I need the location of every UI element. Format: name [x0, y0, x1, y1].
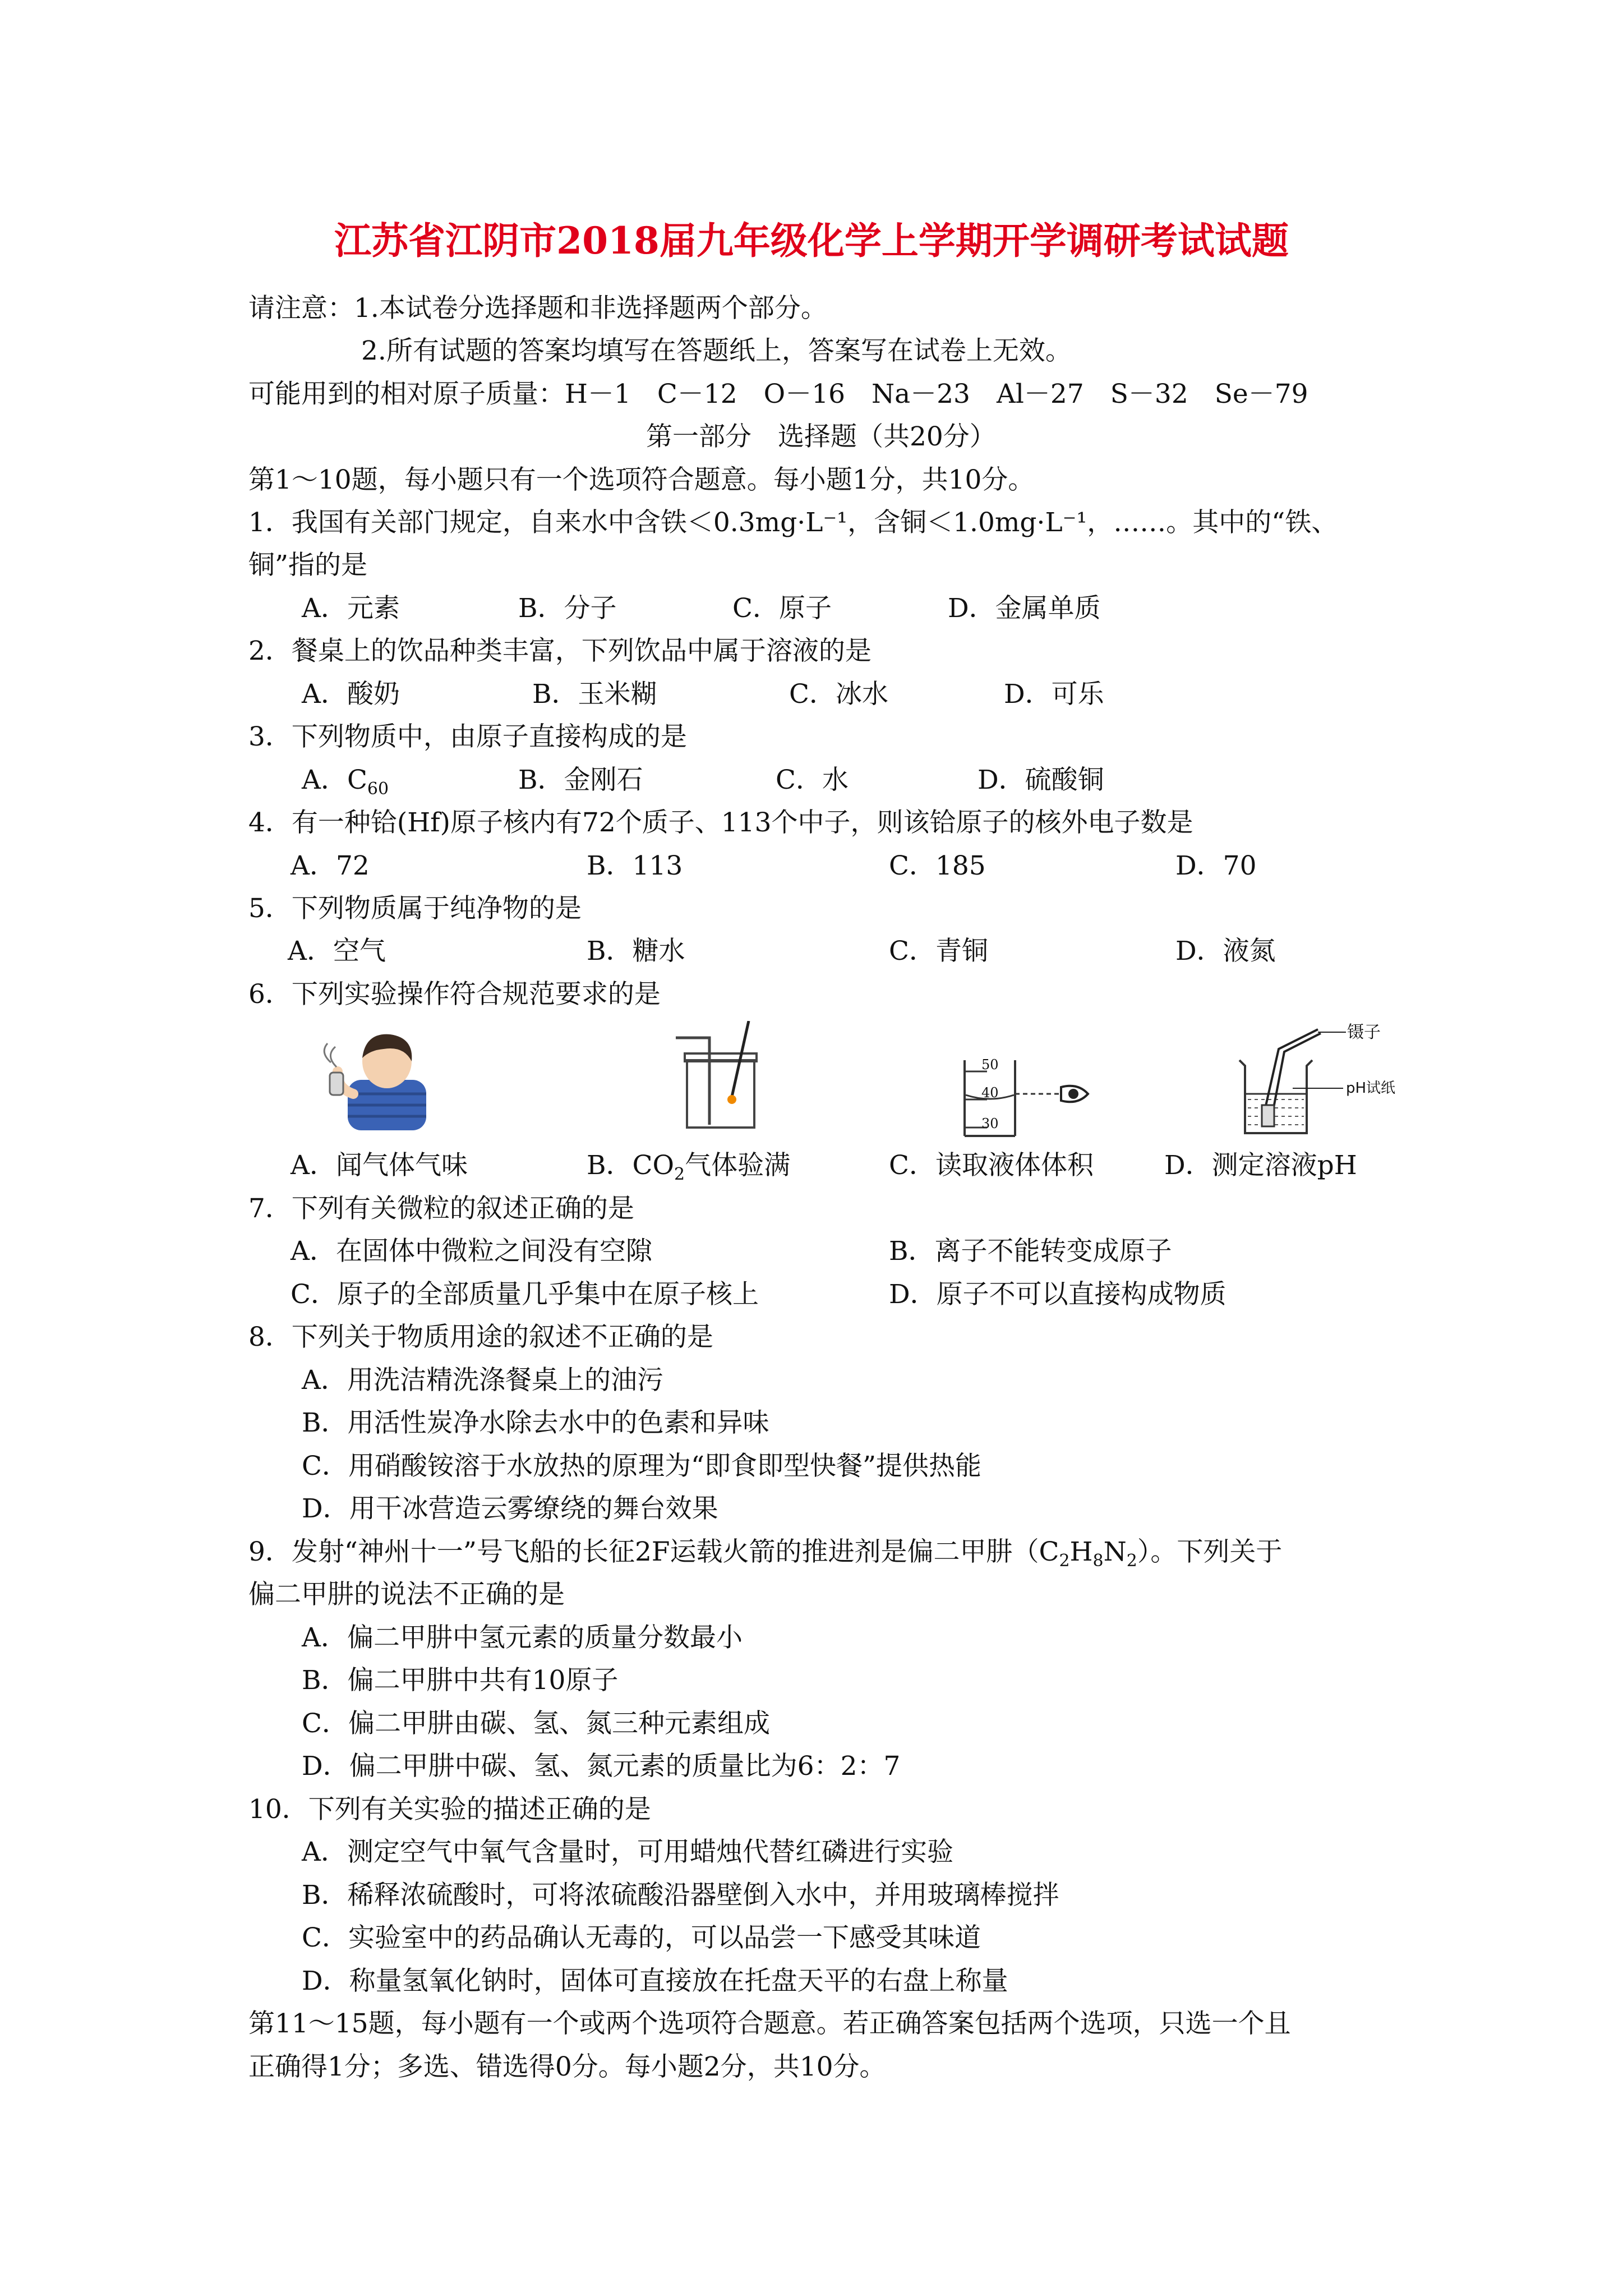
ph-paper-label: pH试纸 [1346, 1080, 1396, 1097]
q3-option-c: C．水 [776, 765, 849, 795]
q2-option-a: A．酸奶 [302, 679, 400, 710]
q9-stem-line1: 9．发射“神州十一”号飞船的长征2F运载火箭的推进剂是偏二甲肼$(C_2H_8N_2)$。下列关于 [248, 1536, 1283, 1571]
q2-option-d: D．可乐 [1004, 679, 1104, 710]
q10-option-c: C．实验室中的药品确认无毒的，可以品尝一下感受其味道 [302, 1922, 981, 1953]
q10-stem: 10．下列有关实验的描述正确的是 [248, 1794, 651, 1825]
section2-instructions-line2: 正确得1分；多选、错选得0分。每小题2分，共10分。 [248, 2051, 886, 2082]
q10-option-b: B．稀释浓硫酸时，可将浓硫酸沿器壁倒入水中，并用玻璃棒搅拌 [302, 1880, 1059, 1911]
q3-stem: 3．下列物质中，由原子直接构成的是 [248, 721, 687, 752]
q7-option-a: A．在固体中微粒之间没有空隙 [291, 1236, 652, 1267]
notice-line-2: 2.所有试题的答案均填写在答题纸上，答案写在试卷上无效。 [361, 335, 1072, 366]
q6-option-d: D．测定溶液pH [1164, 1150, 1357, 1181]
q5-option-d: D．液氮 [1175, 936, 1276, 967]
q8-stem: 8．下列关于物质用途的叙述不正确的是 [248, 1322, 713, 1352]
q8-option-b: B．用活性炭净水除去水中的色素和异味 [302, 1407, 769, 1438]
q10-option-a: A．测定空气中氧气含量时，可用蜡烛代替红磷进行实验 [302, 1837, 953, 1867]
q9-option-c: C．偏二甲肼由碳、氢、氮三种元素组成 [302, 1708, 770, 1739]
q7-stem: 7．下列有关微粒的叙述正确的是 [248, 1193, 634, 1224]
q9-option-a: A．偏二甲肼中氢元素的质量分数最小 [302, 1622, 743, 1653]
q6-option-b: B．$CO_2$气体验满 [587, 1150, 791, 1184]
cylinder-tick-30: 30 [981, 1116, 999, 1131]
q2-option-c: C．冰水 [789, 679, 888, 710]
q1-option-a: A．元素 [302, 593, 400, 624]
tweezers-label: 镊子 [1347, 1023, 1381, 1042]
q1-stem-line1: 1．我国有关部门规定，自来水中含铁＜0.3mg·L⁻¹，含铜＜1.0mg·L⁻¹，……。其中的“铁、 [248, 507, 1338, 538]
q2-option-b: B．玉米糊 [532, 679, 657, 710]
q4-option-a: A．72 [291, 850, 370, 881]
q4-stem: 4．有一种铪(Hf)原子核内有72个质子、113个中子，则该铪原子的核外电子数是 [248, 807, 1193, 838]
q9-stem-line2: 偏二甲肼的说法不正确的是 [248, 1579, 565, 1610]
q9-option-d: D．偏二甲肼中碳、氢、氮元素的质量比为6：2：7 [302, 1751, 901, 1782]
q5-option-c: C．青铜 [889, 936, 988, 967]
q3-option-a: A．$C_{60}$ [302, 765, 389, 799]
q4-option-b: B．113 [587, 850, 683, 881]
part1-title: 第一部分 选择题（共20分） [646, 421, 996, 452]
q5-stem: 5．下列物质属于纯净物的是 [248, 893, 582, 924]
q7-option-c: C．原子的全部质量几乎集中在原子核上 [291, 1279, 759, 1310]
co2-test-figure [670, 1021, 777, 1133]
read-volume-figure [953, 1060, 1105, 1139]
atomic-masses: 可能用到的相对原子质量：H－1 C－12 O－16 Na－23 Al－27 S－32 Se－79 [248, 379, 1308, 409]
q8-option-d: D．用干冰营造云雾缭绕的舞台效果 [302, 1493, 718, 1524]
q6-option-c: C．读取液体体积 [889, 1150, 1094, 1181]
section1-instructions: 第1～10题，每小题只有一个选项符合题意。每小题1分，共10分。 [248, 464, 1035, 495]
q3-option-b: B．金刚石 [518, 765, 643, 795]
cylinder-tick-50: 50 [981, 1057, 999, 1073]
notice-line-1: 请注意：1.本试卷分选择题和非选择题两个部分。 [248, 293, 827, 324]
cylinder-tick-40: 40 [981, 1085, 999, 1101]
q4-option-c: C．185 [889, 850, 986, 881]
q3-option-d: D．硫酸铜 [978, 765, 1104, 795]
q9-option-b: B．偏二甲肼中共有10原子 [302, 1665, 619, 1696]
q5-option-a: A．空气 [288, 936, 386, 967]
q1-option-d: D．金属单质 [948, 593, 1101, 624]
q7-option-d: D．原子不可以直接构成物质 [889, 1279, 1227, 1310]
q6-stem: 6．下列实验操作符合规范要求的是 [248, 979, 661, 1010]
q1-stem-line2: 铜”指的是 [248, 550, 368, 581]
q8-option-a: A．用洗洁精洗涤餐桌上的油污 [302, 1365, 663, 1396]
q10-option-d: D．称量氢氧化钠时，固体可直接放在托盘天平的右盘上称量 [302, 1966, 1008, 1996]
q5-option-b: B．糖水 [587, 936, 685, 967]
smell-gas-figure [314, 1027, 449, 1130]
section2-instructions-line1: 第11～15题，每小题有一个或两个选项符合题意。若正确答案包括两个选项，只选一个且 [248, 2008, 1291, 2039]
q7-option-b: B．离子不能转变成原子 [889, 1236, 1172, 1267]
q1-option-c: C．原子 [732, 593, 832, 624]
q6-option-a: A．闻气体气味 [291, 1150, 468, 1181]
q2-stem: 2．餐桌上的饮品种类丰富，下列饮品中属于溶液的是 [248, 636, 872, 666]
q1-option-b: B．分子 [518, 593, 617, 624]
exam-title: 江苏省江阴市2018届九年级化学上学期开学调研考试试题 [334, 219, 1289, 263]
q8-option-c: C．用硝酸铵溶于水放热的原理为“即食即型快餐”提供热能 [302, 1451, 982, 1481]
q4-option-d: D．70 [1175, 850, 1257, 881]
